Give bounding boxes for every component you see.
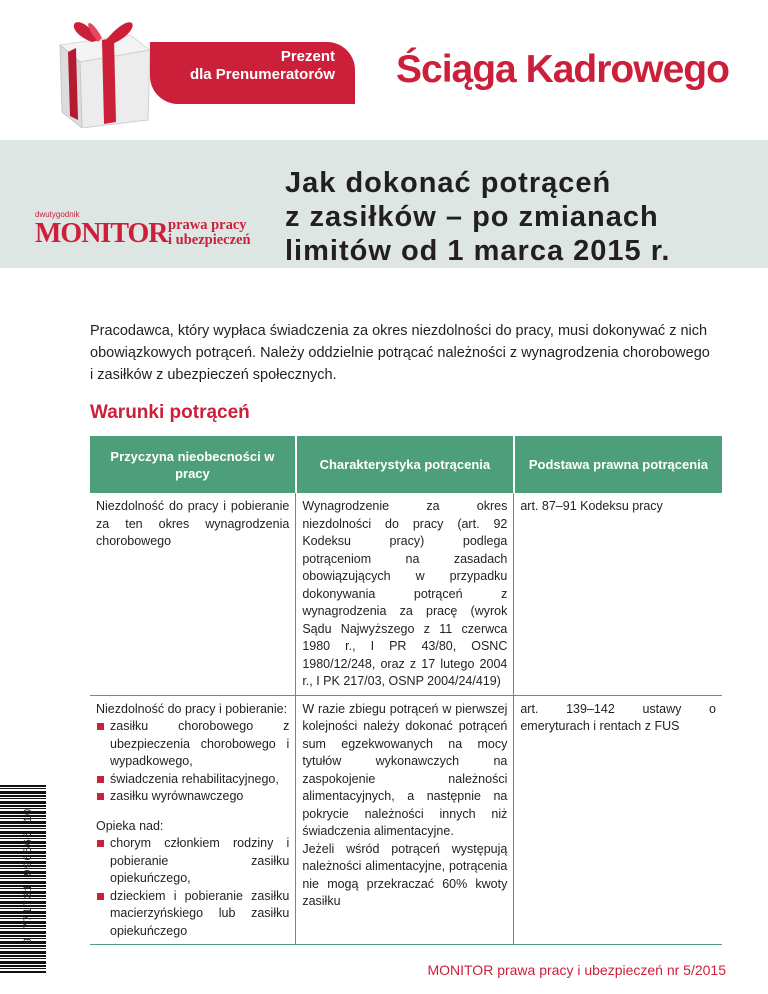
- logo-small-text: dwutygodnik: [35, 210, 80, 219]
- row2-description: [296, 695, 514, 945]
- table-header-row: [90, 436, 722, 493]
- banner-line-2: dla Prenumeratorów: [189, 66, 335, 83]
- deductions-table: [90, 436, 722, 945]
- promo-banner: [150, 42, 355, 104]
- gift-box-image: [40, 0, 160, 128]
- table-row: [90, 493, 722, 695]
- title-line-3: limitów od 1 marca 2015 r.: [285, 235, 671, 267]
- logo-monitor: MONITOR: [35, 218, 168, 249]
- page-title: [285, 166, 670, 268]
- list-item: zasiłku chorobowego z ubezpieczenia chorobowego i wypadkowego,: [96, 718, 289, 771]
- row2-desc-part-2: Jeżeli wśród potrąceń występują należności alimentacyjne, potrącenia nie mogą przekraczać 60% kwoty zasiłku: [302, 841, 508, 908]
- row2-care-heading: Opieka nad:: [96, 818, 164, 833]
- brand-title: Ściąga Kadrowego: [396, 48, 729, 91]
- header-description: Charakterystyka potrącenia: [296, 436, 514, 493]
- logo-sub-line-1: prawa pracy: [168, 217, 247, 233]
- row2-reason-heading: Niezdolność do pracy i pobieranie:: [96, 701, 288, 716]
- list-item: chorym członkiem rodziny i pobieranie zasiłku opiekuńczego,: [96, 835, 289, 888]
- row1-description: Wynagrodzenie za okres niezdolności do pracy (art. 92 Kodeksu pracy) podlega potrąceniom na zasadach obowiązujących w przypadku dokonywania potrąceń z wynagrodzenia za pracę (wyrok Sądu Najwyższego z 11 czerwca 1980 r., I PR 43/80, OSNC 1980/12/248, oraz z 17 lutego 2004 r., I PK 217/03, OSNP 2004/24/419): [296, 493, 514, 695]
- row1-legal-basis: art. 87–91 Kodeksu pracy: [514, 493, 722, 695]
- row2-desc-part-1: W razie zbiegu potrąceń w pierwszej kolejności należy dokonać potrąceń sum egzekwowanych na mocy tytułów wykonawczych na zaspokojenie należności alimentacyjnych, a następnie na pokrycie należności innych niż świadczenia alimentacyjne.: [302, 701, 508, 838]
- list-item: dzieckiem i pobieranie zasiłku macierzyńskiego lub zasiłku opiekuńczego: [96, 888, 289, 941]
- title-line-2: z zasiłków – po zmianach: [285, 201, 659, 233]
- row2-reason: [90, 695, 296, 945]
- row2-legal-basis: art. 139–142 ustawy o emeryturach i rentach z FUS: [514, 695, 722, 945]
- list-item: świadczenia rehabilitacyjnego,: [96, 771, 289, 789]
- row2-care-list: [96, 835, 289, 940]
- barcode-number: 9 771731 996566 10: [23, 807, 35, 945]
- logo-subtitle: [168, 218, 251, 248]
- title-line-1: Jak dokonać potrąceń: [285, 167, 612, 199]
- row1-reason: Niezdolność do pracy i pobieranie za ten okres wynagrodzenia chorobowego: [90, 493, 296, 695]
- header-reason: Przyczyna nieobecności w pracy: [90, 436, 296, 493]
- banner-line-1: Prezent: [280, 48, 335, 65]
- list-item: zasiłku wyrównawczego: [96, 788, 289, 806]
- footer-text: MONITOR prawa pracy i ubezpieczeń nr 5/2015: [427, 962, 726, 978]
- header-legal-basis: Podstawa prawna potrącenia: [514, 436, 722, 493]
- row2-reason-list: [96, 718, 289, 806]
- section-heading: Warunki potrąceń: [90, 402, 250, 423]
- logo-sub-line-2: i ubezpieczeń: [168, 232, 251, 248]
- table-row: [90, 695, 722, 945]
- intro-paragraph: Pracodawca, który wypłaca świadczenia za okres niezdolności do pracy, musi dokonywać z nich obowiązkowych potrąceń. Należy oddzielnie potrącać należności z wynagrodzenia chorobowego i zasiłków z ubezpieczeń społecznych.: [90, 323, 710, 383]
